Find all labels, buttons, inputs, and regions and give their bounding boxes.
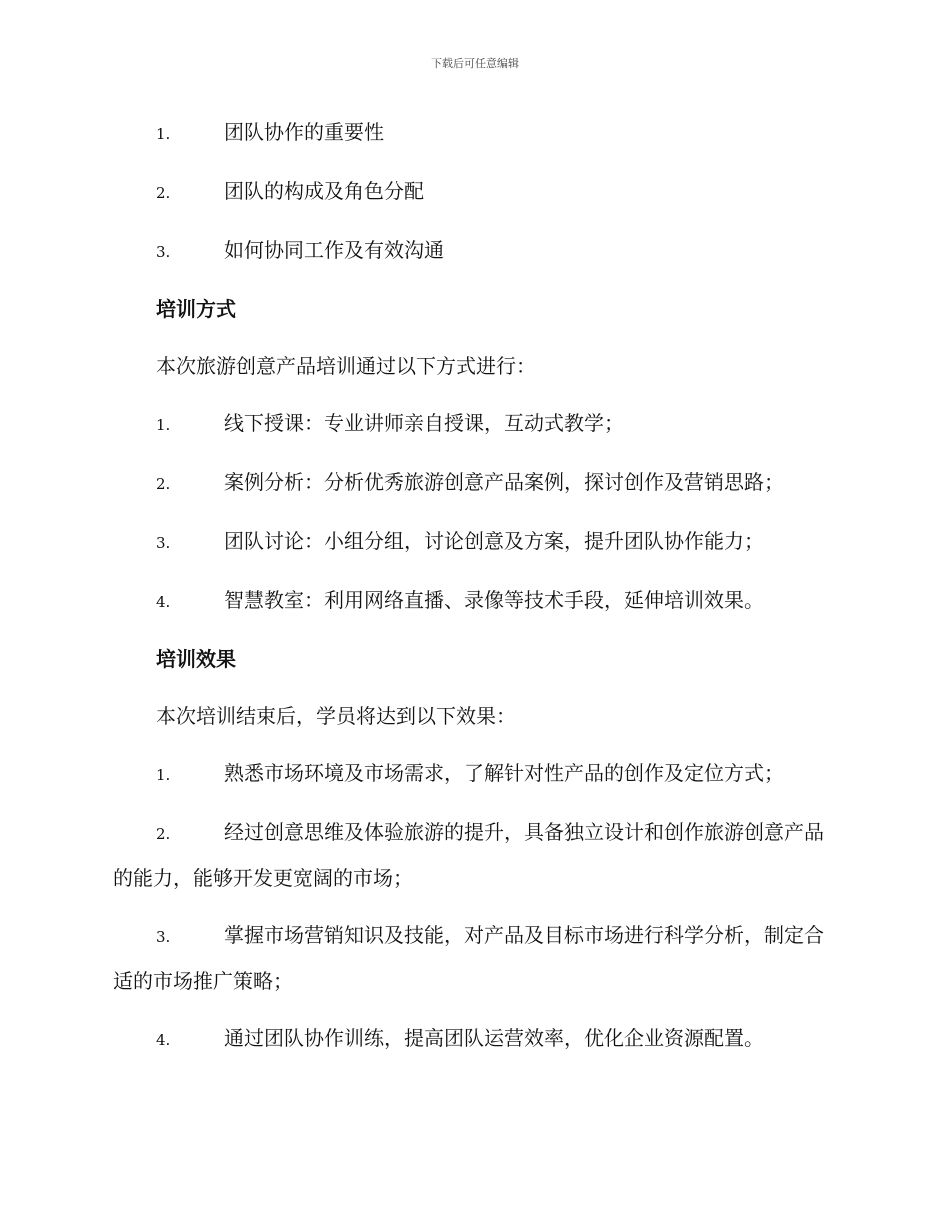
list-number: 2. [156, 475, 171, 493]
list-text: 通过团队协作训练，提高团队运营效率，优化企业资源配置。 [224, 1026, 764, 1050]
list-text: 经过创意思维及体验旅游的提升，具备独立设计和创作旅游创意产品的能力，能够开发更宽阔的市场； [113, 820, 824, 890]
list-item [113, 578, 833, 624]
list-item [113, 401, 833, 447]
list-text: 团队讨论：小组分组，讨论创意及方案，提升团队协作能力； [224, 529, 764, 553]
page-header-note: 下载后可任意编辑 [431, 57, 519, 70]
list-text: 团队协作的重要性 [224, 120, 384, 144]
list-item [113, 913, 833, 1003]
list-text: 案例分析：分析优秀旅游创意产品案例，探讨创作及营销思路； [224, 470, 784, 494]
document-body [113, 110, 833, 1075]
list-item [113, 110, 833, 156]
list-item [113, 519, 833, 565]
section-intro-method: 本次旅游创意产品培训通过以下方式进行： [156, 354, 536, 378]
list-number: 3. [156, 243, 171, 261]
list-number: 1. [156, 125, 171, 143]
list-text: 智慧教室：利用网络直播、录像等技术手段，延伸培训效果。 [224, 588, 764, 612]
section-heading-effect: 培训效果 [156, 647, 236, 671]
section-heading-method: 培训方式 [156, 297, 236, 321]
list-text: 团队的构成及角色分配 [224, 179, 424, 203]
list-item [113, 460, 833, 506]
list-text: 熟悉市场环境及市场需求，了解针对性产品的创作及定位方式； [224, 761, 784, 785]
list-number: 1. [156, 766, 171, 784]
list-number: 3. [156, 928, 171, 946]
list-number: 2. [156, 825, 171, 843]
list-item [113, 228, 833, 274]
list-number: 4. [156, 593, 171, 611]
list-text: 如何协同工作及有效沟通 [224, 238, 444, 262]
list-item [113, 751, 833, 797]
section-intro-effect: 本次培训结束后，学员将达到以下效果： [156, 704, 516, 728]
list-number: 3. [156, 534, 171, 552]
list-item [113, 810, 833, 900]
list-number: 2. [156, 184, 171, 202]
list-text: 掌握市场营销知识及技能，对产品及目标市场进行科学分析，制定合适的市场推广策略； [113, 923, 824, 993]
list-number: 1. [156, 416, 171, 434]
list-item [113, 1016, 833, 1062]
list-item [113, 169, 833, 215]
list-text: 线下授课：专业讲师亲自授课，互动式教学； [224, 411, 624, 435]
list-number: 4. [156, 1031, 171, 1049]
